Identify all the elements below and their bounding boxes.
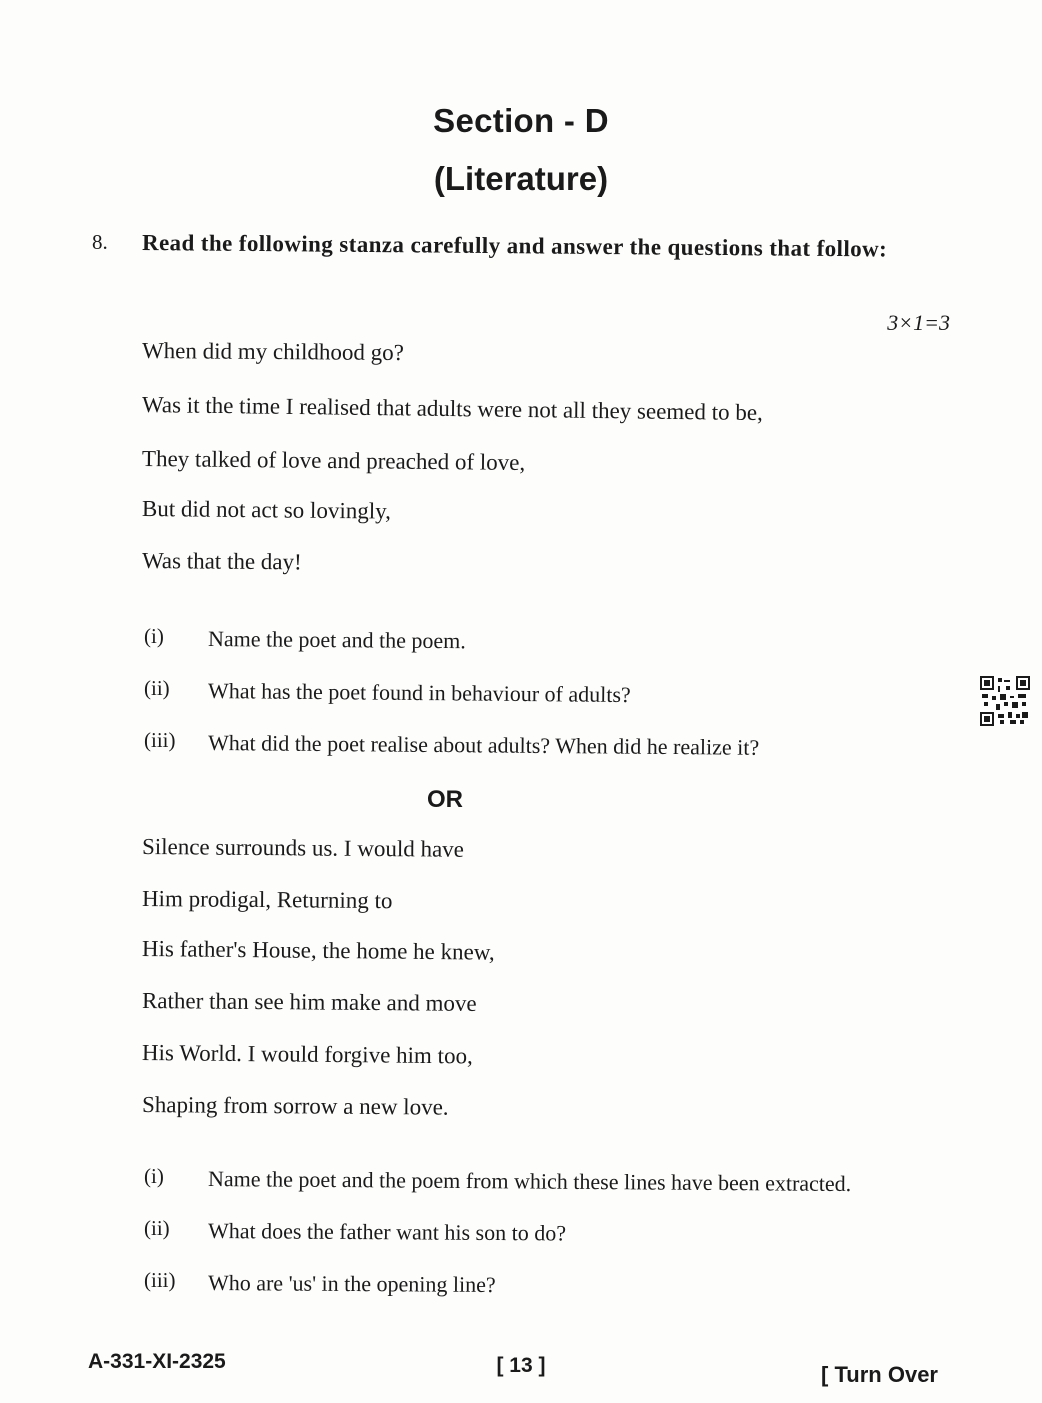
stanza-line: When did my childhood go?: [141, 338, 405, 366]
stanza-line: Silence surrounds us. I would have: [141, 834, 465, 862]
page-number: [ 13 ]: [496, 1354, 546, 1377]
sub-question-text: Who are 'us' in the opening line?: [207, 1270, 496, 1298]
sub-question-label: (i): [144, 624, 164, 648]
sub-question-label: (i): [144, 1164, 164, 1188]
turn-over-note: [ Turn Over: [821, 1362, 938, 1387]
question-number: 8.: [92, 230, 108, 254]
stanza-line: Shaping from sorrow a new love.: [141, 1092, 449, 1120]
stanza-line: But did not act so lovingly,: [141, 496, 392, 524]
question-instruction: Read the following stanza carefully and answer the questions that follow:: [141, 230, 888, 262]
sub-question-text: Name the poet and the poem from which these lines have been extracted.: [207, 1166, 852, 1197]
sub-question-label: (iii): [144, 1268, 176, 1292]
stanza-line: They talked of love and preached of love,: [141, 446, 526, 476]
paper-code: A-331-XI-2325: [88, 1350, 226, 1373]
stanza-line: Rather than see him make and move: [141, 988, 477, 1016]
stanza-line: Was that the day!: [141, 548, 302, 575]
stanza-line: His father's House, the home he knew,: [141, 936, 495, 965]
stanza-line: Him prodigal, Returning to: [141, 886, 393, 914]
sub-question-text: What does the father want his son to do?: [207, 1218, 567, 1246]
stanza-line: Was it the time I realised that adults were not all they seemed to be,: [141, 392, 763, 426]
sub-question-text: What did the poet realise about adults? When did he realize it?: [207, 730, 760, 760]
sub-question-label: (iii): [144, 728, 176, 752]
sub-question-label: (ii): [144, 1216, 170, 1240]
sub-question-label: (ii): [144, 676, 170, 700]
section-subtitle: (Literature): [433, 160, 609, 197]
stanza-line: His World. I would forgive him too,: [141, 1040, 473, 1069]
sub-question-text: What has the poet found in behaviour of adults?: [207, 678, 631, 708]
or-divider: OR: [427, 786, 463, 813]
qr-code-icon: [980, 676, 1030, 726]
section-title: Section - D: [433, 102, 609, 139]
sub-question-text: Name the poet and the poem.: [207, 626, 466, 654]
marks-allocation: 3×1=3: [887, 310, 950, 335]
